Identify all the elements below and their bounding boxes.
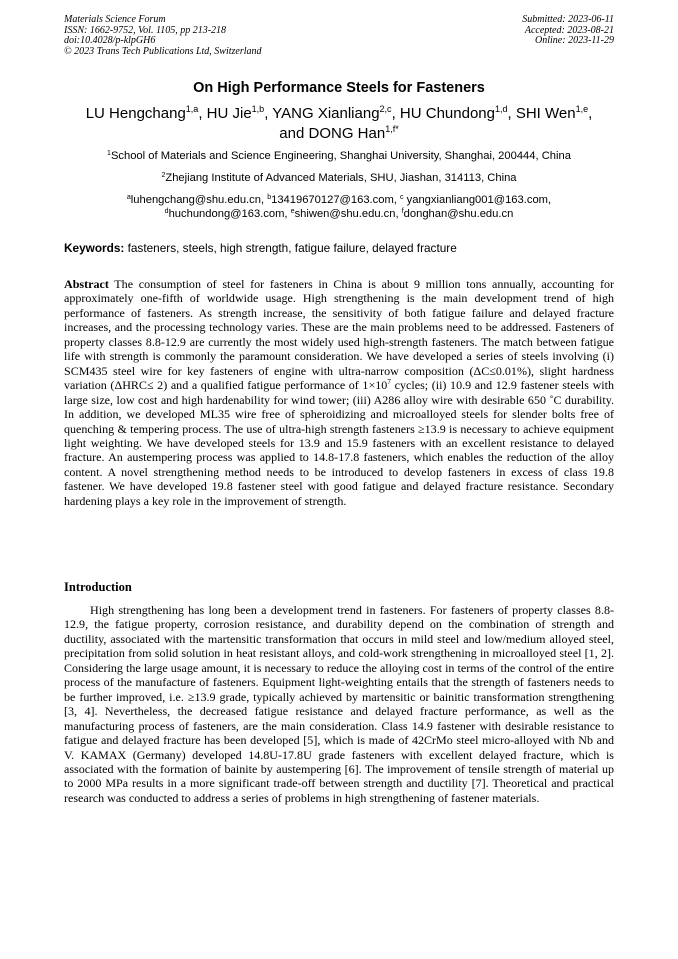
journal-name: Materials Science Forum bbox=[64, 14, 166, 25]
abstract-text: The consumption of steel for fasteners in China is about 9 million tons annually, accounting for approximately one-fifth of worldwide usage. High strengthening is the main development trend of high performance of fasteners. As strength increase, the sensitivity of both fatigue failure and delayed fracture increases, and the processing technology varies. These are the main problems need to be addressed. Fasteners of property classes 8.8-12.9 are currently the most widely used high-strength fasteners. The match between fatigue life with strength is commonly the paramount consideration. We have developed a series of steels involving (i) SCM435 steel wire for key fasteners of engine with ultra-narrow composition (ΔC≤0.01%), slight hardness variation (ΔHRC≤ 2) and a qualified fatigue performance of 1×10 bbox=[64, 277, 614, 393]
email-line-2: $^d$huchundong@163.com, $^e$shiwen@shu.edu.cn, $^f$donghan@shu.edu.cn bbox=[164, 208, 514, 220]
abstract-label: Abstract bbox=[64, 277, 109, 291]
author: HU Chundong$^{1,d}$, bbox=[399, 104, 516, 122]
keywords-label: Keywords: bbox=[64, 241, 125, 255]
email-link[interactable]: shiwen@shu.edu.cn, bbox=[294, 208, 402, 220]
email-link[interactable]: huchundong@163.com, bbox=[168, 208, 291, 220]
author-list bbox=[40, 104, 638, 144]
affiliation-2: $^2$Zhejiang Institute of Advanced Materials, SHU, Jiashan, 314113, China bbox=[161, 172, 517, 184]
affiliation-1: $^1$School of Materials and Science Engineering, Shanghai University, Shanghai, 200444, China bbox=[107, 150, 571, 162]
keywords-text: fasteners, steels, high strength, fatigue failure, delayed fracture bbox=[124, 241, 457, 255]
accepted-date: Accepted: 2023-08-21 bbox=[524, 24, 614, 36]
author: LU Hengchang$^{1,a}$, bbox=[85, 104, 207, 122]
online-date: Online: 2023-11-29 bbox=[535, 35, 614, 46]
email-line-1: $^a$luhengchang@shu.edu.cn, $^b$13419670127@163.com, $^c$ yangxianliang001@163.com, bbox=[126, 194, 552, 206]
abstract-text-continued: cycles; (ii) 10.9 and 12.9 fastener steels with large size, low cost and high hardenability for wind tower; (iii) A286 alloy wire with desirable 650 ˚C durability. In addition, we developed ML35 wire free of spheroidizing and microalloyed steels for slender bolts free of quenching & tempering process. The use of ultra-high strength fasteners ≥13.9 is necessary to achieve equipment light weighting. We have developed steels for 13.9 and 15.9 fasteners with an excellent resistance to delayed fracture. An austempering process was applied to 14.8-17.8 fasteners, which enables the reduction of the alloy content. A novel strengthening method needs to be introduced to develop fasteners in excess of class 19.8 fastener. We have developed 19.8 fastener steel with good fatigue and delayed fracture resistance. Secondary hardening plays a key role in the improvement of strength. bbox=[64, 378, 614, 508]
author-emails bbox=[0, 193, 678, 221]
abstract-superscript: 7 bbox=[387, 377, 392, 387]
submitted-date: Submitted: 2023-06-11 bbox=[522, 14, 614, 25]
keywords bbox=[64, 241, 457, 255]
abstract bbox=[64, 277, 614, 508]
author: YANG Xianliang$^{2,c}$, bbox=[272, 104, 400, 122]
introduction-paragraph: High strengthening has long been a development trend in fasteners. For fasteners of property classes 8.8-12.9, the fatigue property, corrosion resistance, and durability depend on the combination of strength and ductility, associated with the martensitic transformation that occurs in mild steel and low/medium alloyed steel, precipitation from solid solution in heat resistant alloys, and cold-work strengthening in microalloyed steel [1, 2]. Considering the large usage amount, it is necessary to reduce the alloying cost in terms of the control of the entire process of the manufacture of fasteners. Equipment light-weighting entails that the strength of fasteners needs to be further improved, i.e. ≥13.9 grade, typically achieved by martensitic or bainitic transformation strengthening [3, 4]. Nevertheless, the decreased fatigue resistance and delayed fracture performance, as well as the manufacturing process of fasteners, are the main consideration. Class 14.9 fastener with desirable resistance to fatigue and delayed fracture has been developed [5], which is made of 42CrMo steel micro-alloyed with Nb and V. KAMAX (Germany) developed 14.8U-17.8U grade fasteners with excellent delayed fracture, which is associated with the formation of bainite by austempering [6]. The improvement of tensile strength of material up to 2000 MPa results in a more significant trade-off between strength and ductility [7]. Theoretical and practical research was conducted to address a series of problems in high strengthening of fastener materials. bbox=[64, 603, 614, 805]
section-heading: Introduction bbox=[64, 580, 132, 594]
paper-title: On High Performance Steels for Fasteners bbox=[193, 80, 485, 96]
doi: doi:10.4028/p-klpGH6 bbox=[64, 35, 156, 46]
email-link[interactable]: yangxianliang001@163.com, bbox=[403, 194, 552, 206]
issn-volume: ISSN: 1662-9752, Vol. 1105, pp 213-218 bbox=[64, 24, 227, 36]
email-link[interactable]: luhengchang@shu.edu.cn, bbox=[130, 194, 268, 206]
author: and DONG Han$^{1,f*}$ bbox=[279, 124, 399, 142]
author: SHI Wen$^{1,e}$, bbox=[515, 104, 593, 122]
copyright: © 2023 Trans Tech Publications Ltd, Switzerland bbox=[64, 45, 262, 57]
email-link[interactable]: 13419670127@163.com, bbox=[271, 194, 401, 206]
journal-info bbox=[64, 15, 262, 57]
publication-dates bbox=[522, 15, 614, 47]
author: HU Jie$^{1,b}$, bbox=[206, 104, 273, 122]
email-link[interactable]: donghan@shu.edu.cn bbox=[403, 208, 514, 220]
